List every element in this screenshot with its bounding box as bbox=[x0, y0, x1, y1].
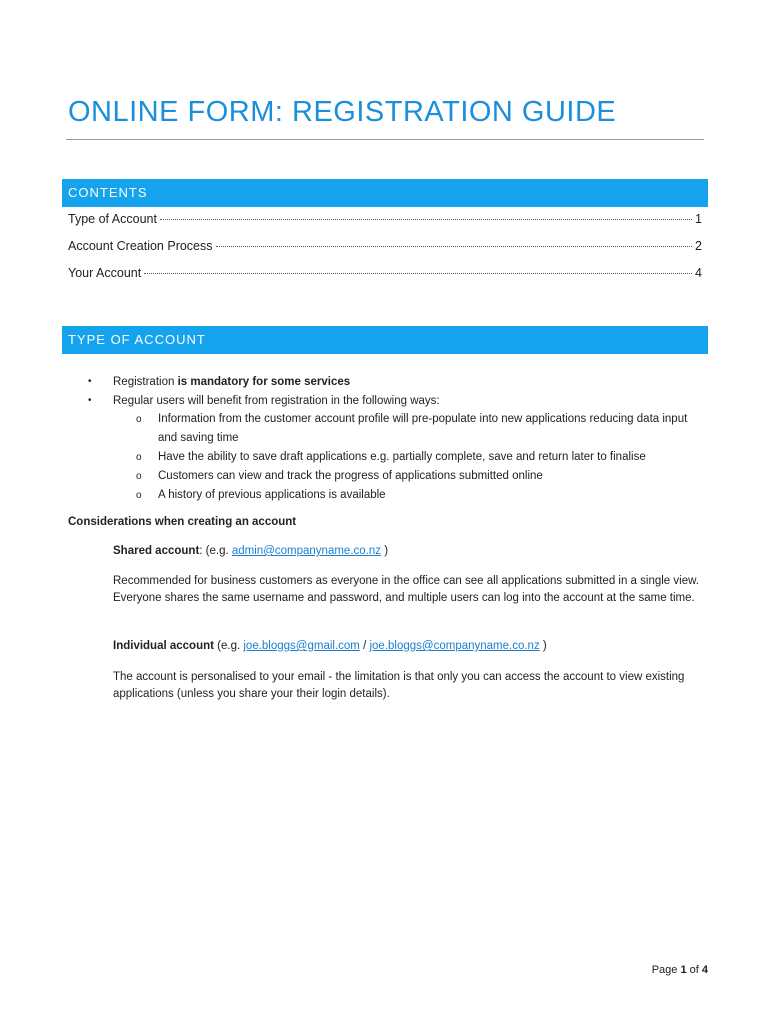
shared-account-label: Shared account bbox=[113, 545, 200, 557]
bullet-text: Registration bbox=[113, 375, 178, 388]
toc-leader bbox=[160, 219, 692, 220]
circle-bullet-icon: o bbox=[136, 414, 142, 425]
page-number bbox=[652, 964, 708, 976]
toc-entry-account-creation[interactable] bbox=[68, 239, 702, 266]
shared-prefix: : (e.g. bbox=[199, 545, 232, 557]
sub-list bbox=[136, 410, 688, 505]
list-item-text: Regular users will benefit from registration in the following ways: bbox=[113, 394, 440, 407]
toc-entry-page: 4 bbox=[695, 266, 702, 280]
benefits-list bbox=[88, 372, 688, 505]
individual-account-line bbox=[113, 638, 547, 655]
list-item-text bbox=[113, 376, 350, 388]
circle-bullet-icon: o bbox=[136, 452, 142, 463]
sub-list-item bbox=[136, 410, 688, 448]
bullet-icon: • bbox=[88, 395, 92, 406]
list-item bbox=[88, 391, 688, 410]
individual-email-link-2[interactable]: joe.bloggs@companyname.co.nz bbox=[369, 640, 540, 652]
shared-email-link[interactable]: admin@companyname.co.nz bbox=[231, 545, 381, 557]
sub-list-item-text: Information from the customer account profile will pre-populate into new applications reducing data input and saving time bbox=[158, 413, 688, 444]
sub-list-item-text: A history of previous applications is available bbox=[158, 489, 386, 501]
sub-list-item bbox=[136, 448, 688, 467]
sub-list-item bbox=[136, 486, 688, 505]
toc-entry-type-of-account[interactable] bbox=[68, 212, 702, 239]
list-item bbox=[88, 372, 688, 391]
sub-list-item-text: Have the ability to save draft applications e.g. partially complete, save and return later to finalise bbox=[158, 451, 646, 463]
total-pages: 4 bbox=[701, 964, 708, 976]
shared-account-description: Recommended for business customers as everyone in the office can see all applications submitted in a single view. Everyone shares the same username and password, and multiple users can log into the account at the same time. bbox=[113, 575, 699, 604]
toc-entry-label: Your Account bbox=[68, 266, 142, 280]
page-of: of bbox=[686, 964, 702, 976]
toc-entry-your-account[interactable] bbox=[68, 266, 702, 293]
toc-entry-page: 2 bbox=[695, 239, 702, 253]
bullet-icon: • bbox=[88, 376, 92, 387]
sub-list-item-text: Customers can view and track the progress of applications submitted online bbox=[158, 470, 543, 482]
toc-entry-page: 1 bbox=[695, 212, 702, 226]
table-of-contents bbox=[68, 212, 702, 293]
page-prefix: Page bbox=[651, 964, 681, 976]
page-title: ONLINE FORM: REGISTRATION GUIDE bbox=[68, 96, 617, 128]
contents-heading: CONTENTS bbox=[62, 179, 708, 207]
shared-suffix: ) bbox=[381, 545, 389, 557]
individual-email-link-1[interactable]: joe.bloggs@gmail.com bbox=[243, 640, 360, 652]
toc-leader bbox=[216, 246, 693, 247]
shared-account-line bbox=[113, 543, 388, 560]
current-page: 1 bbox=[680, 964, 687, 976]
individual-suffix: ) bbox=[539, 640, 547, 652]
individual-account-label: Individual account bbox=[113, 640, 214, 652]
circle-bullet-icon: o bbox=[136, 471, 142, 482]
individual-separator: / bbox=[359, 640, 370, 652]
toc-entry-label: Type of Account bbox=[68, 212, 157, 226]
sub-list-item bbox=[136, 467, 688, 486]
type-of-account-heading: TYPE OF ACCOUNT bbox=[62, 326, 708, 354]
circle-bullet-icon: o bbox=[136, 490, 142, 501]
title-divider bbox=[66, 139, 704, 140]
individual-prefix: (e.g. bbox=[213, 640, 244, 652]
bullet-bold-text: is mandatory for some services bbox=[177, 375, 351, 388]
considerations-heading: Considerations when creating an account bbox=[68, 516, 297, 528]
individual-account-description: The account is personalised to your email - the limitation is that only you can access the account to view existing applications (unless you share your their login details). bbox=[113, 671, 685, 700]
toc-leader bbox=[144, 273, 692, 274]
toc-entry-label: Account Creation Process bbox=[68, 239, 213, 253]
